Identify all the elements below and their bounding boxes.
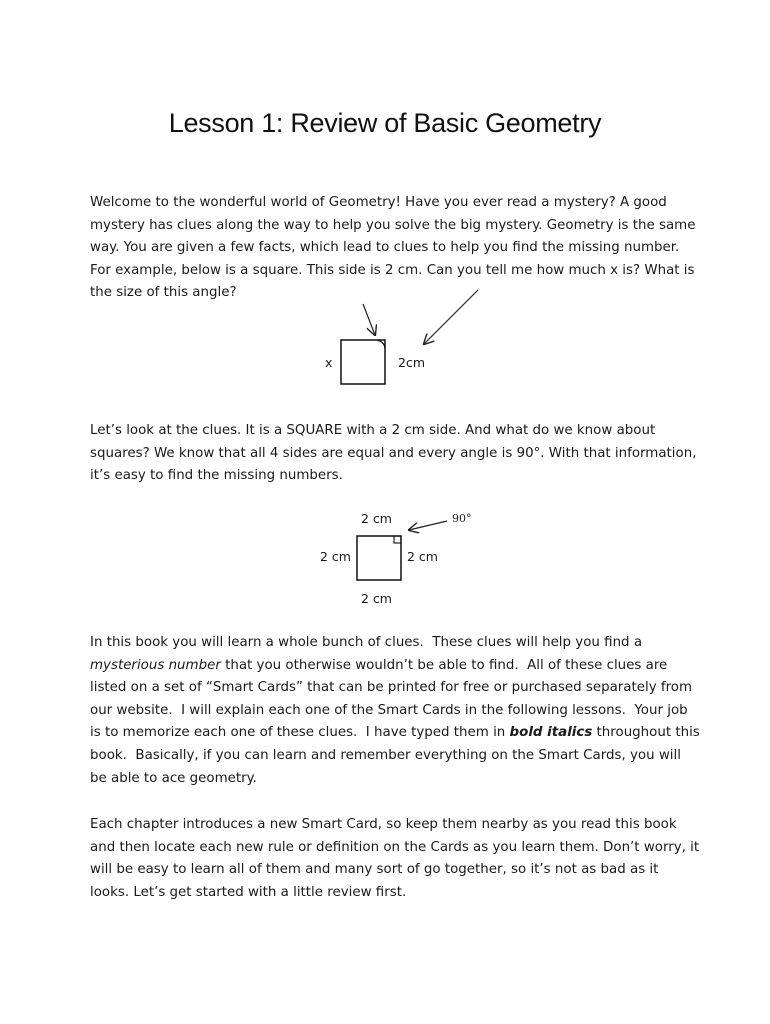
clues-paragraph: Let’s look at the clues. It is a SQUARE with a 2 cm side. And what do we know about squares? We know that all 4 sides are equal and every angle is 90°. With that information, it’s easy to find the missing numbers. — [90, 423, 697, 484]
figure-1-side-label: 2cm — [398, 355, 426, 370]
bold-italics-text: bold italics — [509, 725, 593, 741]
figure-2-right-label: 2 cm — [407, 549, 438, 564]
figure-2-angle-label: 90° — [452, 512, 472, 525]
figure-1-x-label: x — [325, 355, 333, 370]
figure-2-bottom-label: 2 cm — [361, 591, 392, 606]
mysterious-number-text: mysterious number — [90, 657, 221, 673]
page-title: Lesson 1: Review of Basic Geometry — [168, 108, 602, 138]
side-arrow — [424, 290, 478, 344]
angle-arrow-2 — [409, 521, 447, 530]
figure-2-top-label: 2 cm — [361, 511, 392, 526]
right-angle-marker — [394, 536, 401, 543]
chapter-paragraph: Each chapter introduces a new Smart Card, so keep them nearby as you read this book and then locate each new rule or definition on the Cards as you learn them. Don’t worry, it will be easy to learn all of them and many sort of go together, so it’s not as bad as it looks. Let’s get started with a little review first. — [90, 817, 700, 900]
intro-paragraph: Welcome to the wonderful world of Geometry! Have you ever read a mystery? A good mystery has clues along the way to help you solve the big mystery. Geometry is the same way. You are given a few facts, which lead to clues to help you find the missing number. For example, below is a square. This side is 2 cm. Can you tell me how much x is? What is the size of this angle? — [90, 195, 696, 301]
square-shape — [341, 340, 385, 384]
angle-arrow — [363, 304, 375, 335]
angle-arc — [377, 340, 385, 349]
smart-cards-paragraph: In this book you will learn a whole bunch of clues. These clues will help you find a mysterious number that you otherwise wouldn’t be able to find. All of these clues are listed on a set of “Smart Cards” that can be printed for free or purchased separately from our website. I will explain each one of the Smart Cards in the following lessons. Your job is to memorize each one of these clues. I have typed them in bold italics throughout this book. Basically, if you can learn and remember everything on the Smart Cards, you will be able to ace geometry. — [90, 635, 705, 786]
figure-2-left-label: 2 cm — [320, 549, 351, 564]
